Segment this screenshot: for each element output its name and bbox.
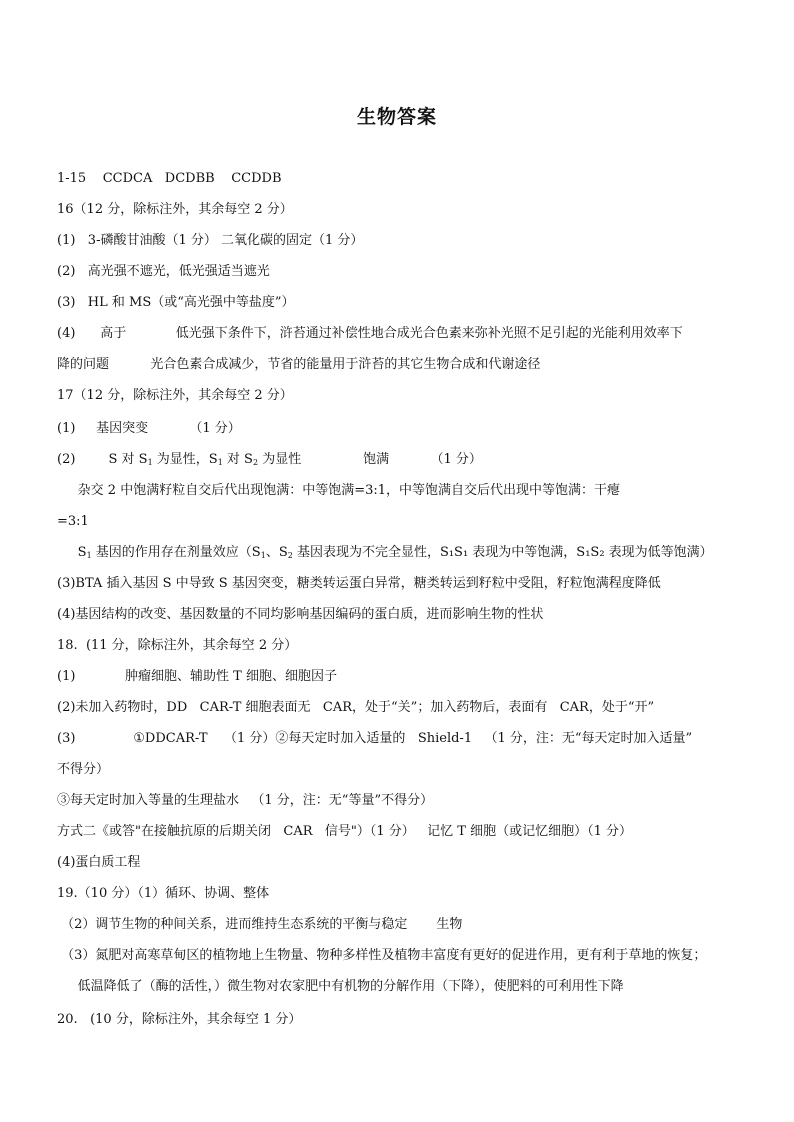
subscript: 2 xyxy=(287,551,293,560)
answer-line-3: (1) 3-磷酸甘油酸（1 分） 二氧化碳的固定（1 分） xyxy=(57,233,364,248)
answer-line-14: (3)BTA 插入基因 S 中导致 S 基因突变，糖类转运蛋白异常，糖类转运到籽粒中受阻，籽粒饱满程度降低 xyxy=(57,576,661,591)
answer-line-6: (4) 高于 低光强下条件下，浒苔通过补偿性地合成光合色素来弥补光照不足引起的光能利用效率下 xyxy=(57,326,683,341)
answer-line-1: 1-15 CCDCA DCDBB CCDDB xyxy=(57,171,282,186)
answer-line-8: 17（12 分，除标注外，其余每空 2 分） xyxy=(57,388,293,403)
answer-line-24: 19.（10 分）（1）循环、协调、整体 xyxy=(57,886,270,901)
answer-line-2: 16（12 分，除标注外，其余每空 2 分） xyxy=(57,202,293,217)
answer-line-13-b: 基因的作用存在剂量效应（S xyxy=(91,545,261,560)
answer-line-13 xyxy=(57,544,757,562)
answer-line-21: ③每天定时加入等量的生理盐水 （1 分，注：无“等量”不得分） xyxy=(57,793,434,808)
answer-line-19: (3) ①DDCAR-T （1 分）②每天定时加入适量的 Shield-1 （1 分，注：无“每天定时加入适量” xyxy=(57,731,693,746)
answer-line-11: 杂交 2 中饱满籽粒自交后代出现饱满：中等饱满=3:1，中等饱满自交后代出现中等饱满：干瘪 xyxy=(57,483,621,498)
answer-line-5: (3) HL 和 MS（或“高光强中等盐度”） xyxy=(57,295,295,310)
answer-line-10-a: (2) S 对 S xyxy=(57,452,148,467)
answer-line-23: (4)蛋白质工程 xyxy=(57,855,141,870)
answer-line-15: (4)基因结构的改变、基因数量的不同均影响基因编码的蛋白质，进而影响生物的性状 xyxy=(57,607,544,622)
answer-line-7: 降的问题 光合色素合成减少，节省的能量用于浒苔的其它生物合成和代谢途径 xyxy=(57,357,541,372)
subscript: 1 xyxy=(147,458,153,467)
answer-line-22: 方式二《或答"在接触抗原的后期关闭 CAR 信号"）（1 分） 记忆 T 细胞（或记忆细胞）（1 分） xyxy=(57,824,633,839)
answer-line-13-d: 基因表现为不完全显性，S₁S₁ 表现为中等饱满，S₁S₂ 表现为低等饱满） xyxy=(292,545,713,560)
subscript: 2 xyxy=(252,458,259,467)
answer-line-10-b: 为显性，S xyxy=(152,452,218,467)
answer-line-12: =3:1 xyxy=(57,514,89,529)
answer-line-10-d: 为显性 饱满 （1 分） xyxy=(258,452,482,467)
answer-line-26: （3）氮肥对高寒草甸区的植物地上生物量、物种多样性及植物丰富度有更好的促进作用，更有利于草地的恢复； xyxy=(57,948,707,963)
answer-line-25: （2）调节生物的种间关系，进而维持生态系统的平衡与稳定 生物 xyxy=(57,917,463,932)
answer-line-10-c: 对 S xyxy=(222,452,253,467)
answer-line-17: (1) 肿瘤细胞、辅助性 T 细胞、细胞因子 xyxy=(57,669,337,684)
page-title: 生物答案 xyxy=(356,106,437,128)
answer-line-13-c: 、S xyxy=(265,545,288,560)
answer-line-4: (2) 高光强不遮光，低光强适当遮光 xyxy=(57,264,270,279)
answer-line-28: 20. (10 分，除标注外，其余每空 1 分） xyxy=(57,1012,302,1027)
answer-line-20: 不得分） xyxy=(57,762,110,777)
answer-line-9: (1) 基因突变 （1 分） xyxy=(57,421,241,436)
subscript: 1 xyxy=(260,551,266,560)
answer-line-18: (2)未加入药物时，DD CAR-T 细胞表面无 CAR，处于“关”；加入药物后，表面有 CAR，处于“开” xyxy=(57,700,655,715)
subscript: 1 xyxy=(86,551,92,560)
answer-line-10 xyxy=(57,451,757,469)
answer-line-27: 低温降低了（酶的活性，）微生物对农家肥中有机物的分解作用（下降），使肥料的可利用性下降 xyxy=(57,979,624,994)
answer-line-16: 18. (11 分，除标注外，其余每空 2 分） xyxy=(57,638,298,653)
subscript: 1 xyxy=(217,458,223,467)
answer-line-13-a: S xyxy=(57,545,87,560)
